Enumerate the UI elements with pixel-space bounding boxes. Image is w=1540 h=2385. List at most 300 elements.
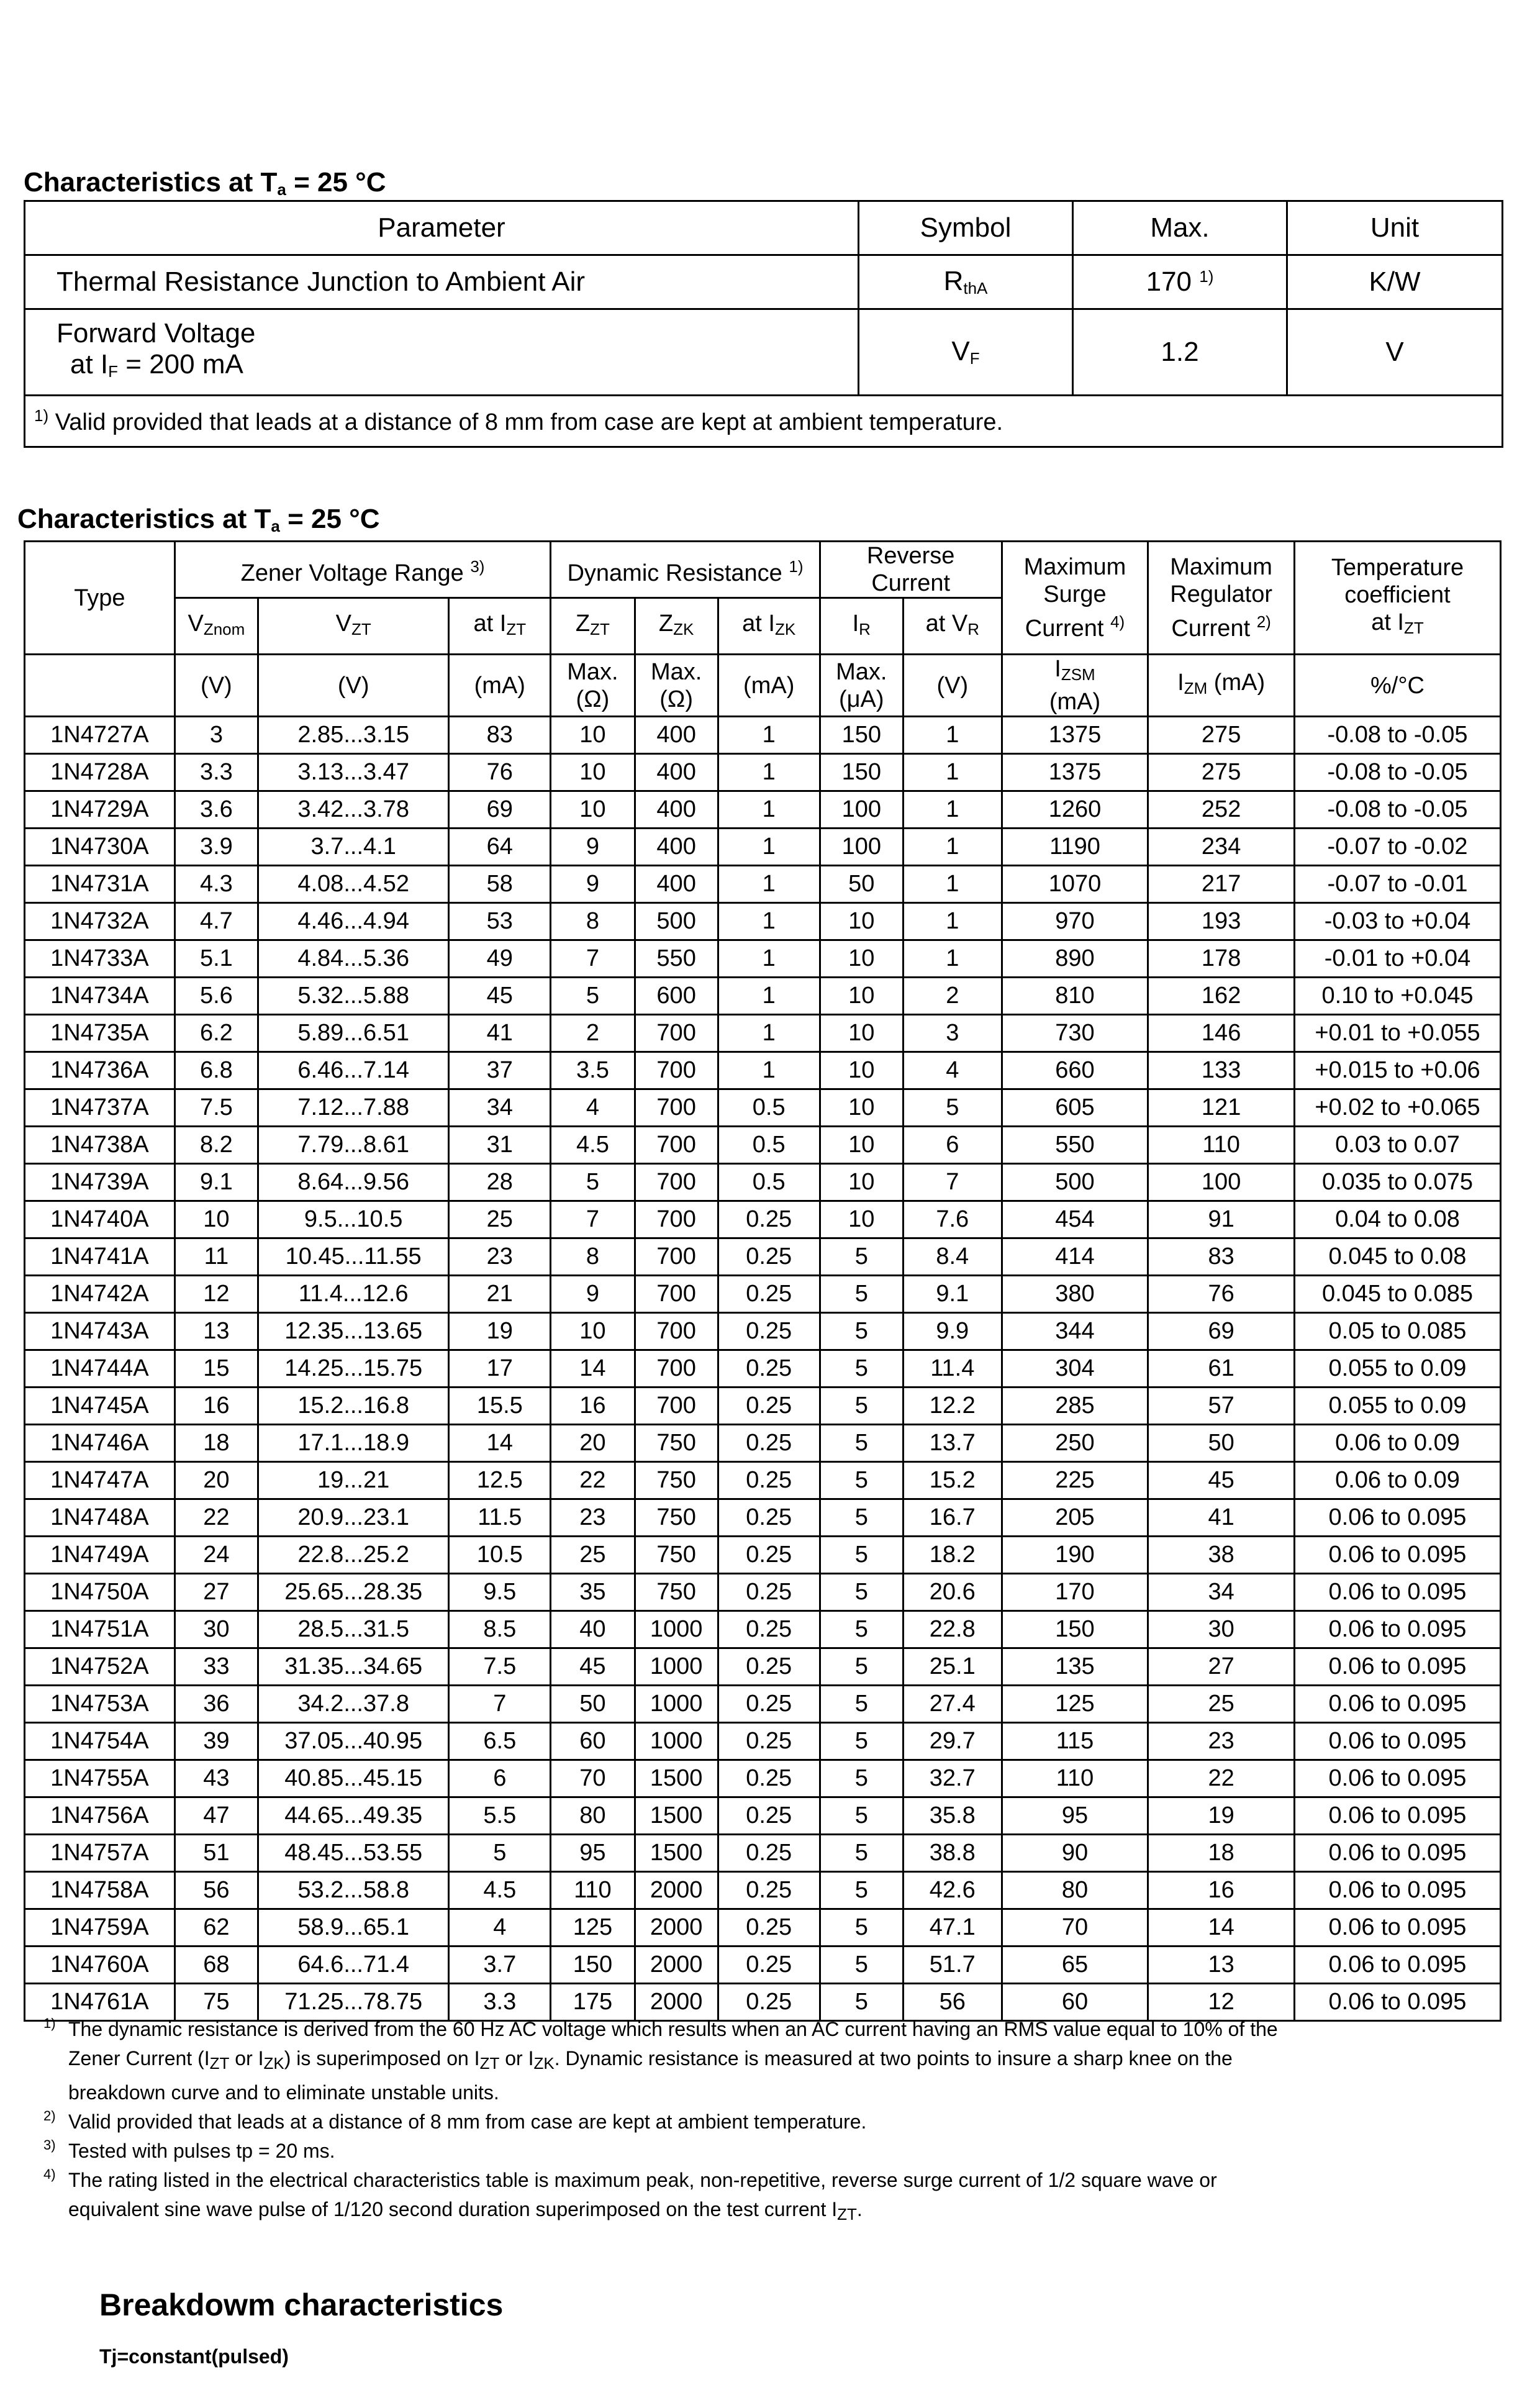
cell-type: 1N4729A <box>25 791 175 829</box>
cell-vznom: 8.2 <box>174 1127 258 1164</box>
cell-izm: 14 <box>1148 1909 1295 1947</box>
cell-izk: 0.25 <box>718 1574 820 1611</box>
cell-zzt: 3.5 <box>551 1052 635 1089</box>
cell-izm: 18 <box>1148 1835 1295 1872</box>
cell-izsm: 730 <box>1002 1015 1148 1052</box>
cell-izt: 41 <box>449 1015 551 1052</box>
cell-temp-coeff: 0.05 to 0.085 <box>1294 1313 1500 1350</box>
cell-type: 1N4736A <box>25 1052 175 1089</box>
cell-vzt-range: 28.5...31.5 <box>258 1611 448 1648</box>
cell-izsm: 810 <box>1002 978 1148 1015</box>
cell-izk: 0.25 <box>718 1313 820 1350</box>
cell-ir: 100 <box>820 829 903 866</box>
cell-ir: 10 <box>820 978 903 1015</box>
header-parameter: Parameter <box>25 201 859 255</box>
cell-vznom: 3 <box>174 717 258 754</box>
cell-zzt: 10 <box>551 791 635 829</box>
cell-ir: 5 <box>820 1462 903 1499</box>
cell-ir: 5 <box>820 1537 903 1574</box>
cell-vznom: 33 <box>174 1648 258 1686</box>
cell-izsm: 65 <box>1002 1947 1148 1984</box>
cell-temp-coeff: 0.06 to 0.095 <box>1294 1611 1500 1648</box>
cell-izt: 83 <box>449 717 551 754</box>
cell-izm: 23 <box>1148 1723 1295 1760</box>
cell-vzt-range: 4.08...4.52 <box>258 866 448 903</box>
table-row <box>25 1201 1501 1238</box>
cell-izk: 0.25 <box>718 1276 820 1313</box>
cell-vzt-range: 3.13...3.47 <box>258 754 448 791</box>
cell-type: 1N4753A <box>25 1686 175 1723</box>
cell-izk: 0.25 <box>718 1648 820 1686</box>
cell-temp-coeff: 0.055 to 0.09 <box>1294 1388 1500 1425</box>
cell-izsm: 285 <box>1002 1388 1148 1425</box>
cell-izt: 3.7 <box>449 1947 551 1984</box>
header-at-izk: at $I_{ZK}$ <box>718 598 820 655</box>
cell-izsm: 1070 <box>1002 866 1148 903</box>
cell-zzk: 750 <box>635 1425 718 1462</box>
cell-temp-coeff: 0.06 to 0.095 <box>1294 1648 1500 1686</box>
cell-zzk: 2000 <box>635 1909 718 1947</box>
cell-vr: 16.7 <box>903 1499 1002 1537</box>
cell-zzt: 10 <box>551 1313 635 1350</box>
cell-temp-coeff: 0.06 to 0.095 <box>1294 1835 1500 1872</box>
cell-type: 1N4754A <box>25 1723 175 1760</box>
cell-izk: 0.25 <box>718 1201 820 1238</box>
cell-vznom: 3.6 <box>174 791 258 829</box>
cell-vzt-range: 10.45...11.55 <box>258 1238 448 1276</box>
cell-izt: 53 <box>449 903 551 940</box>
cell-zzt: 16 <box>551 1388 635 1425</box>
cell-zzk: 1500 <box>635 1760 718 1797</box>
table-row <box>25 1611 1501 1648</box>
table-row <box>25 754 1501 791</box>
header-zzk: $Z_{ZK}$ <box>635 598 718 655</box>
cell-vzt-range: 37.05...40.95 <box>258 1723 448 1760</box>
cell-izk: 0.25 <box>718 1537 820 1574</box>
unit-ir: Max. (μA) <box>820 655 903 717</box>
cell-izsm: 550 <box>1002 1127 1148 1164</box>
cell-izm: 234 <box>1148 829 1295 866</box>
cell-izm: 133 <box>1148 1052 1295 1089</box>
cell-vzt-range: 5.32...5.88 <box>258 978 448 1015</box>
cell-izsm: 380 <box>1002 1276 1148 1313</box>
cell-ir: 5 <box>820 1909 903 1947</box>
cell-zzt: 8 <box>551 903 635 940</box>
cell-type: 1N4744A <box>25 1350 175 1388</box>
cell-izsm: 454 <box>1002 1201 1148 1238</box>
cell-zzk: 1000 <box>635 1611 718 1648</box>
cell-izsm: 90 <box>1002 1835 1148 1872</box>
cell-izk: 1 <box>718 754 820 791</box>
header-vzt: $V_{ZT}$ <box>258 598 448 655</box>
cell-zzk: 600 <box>635 978 718 1015</box>
cell-izt: 5 <box>449 1835 551 1872</box>
cell-izsm: 304 <box>1002 1350 1148 1388</box>
cell-type: 1N4755A <box>25 1760 175 1797</box>
cell-type: 1N4757A <box>25 1835 175 1872</box>
cell-vr: 15.2 <box>903 1462 1002 1499</box>
cell-izm: 38 <box>1148 1537 1295 1574</box>
cell-vzt-range: 22.8...25.2 <box>258 1537 448 1574</box>
cell-zzk: 2000 <box>635 1984 718 2021</box>
zener-characteristics-table <box>24 540 1502 2022</box>
cell-izk: 0.25 <box>718 1872 820 1909</box>
cell-izsm: 500 <box>1002 1164 1148 1201</box>
cell-izm: 121 <box>1148 1089 1295 1127</box>
cell-ir: 50 <box>820 866 903 903</box>
cell-izk: 0.25 <box>718 1425 820 1462</box>
cell-izsm: 170 <box>1002 1574 1148 1611</box>
cell-vznom: 75 <box>174 1984 258 2021</box>
cell-type: 1N4756A <box>25 1797 175 1835</box>
cell-vznom: 27 <box>174 1574 258 1611</box>
cell-vznom: 9.1 <box>174 1164 258 1201</box>
cell-zzt: 7 <box>551 1201 635 1238</box>
header-dynamic-resistance: Dynamic Resistance $^{1)}$ <box>551 542 820 598</box>
cell-zzt: 150 <box>551 1947 635 1984</box>
cell-izsm: 1260 <box>1002 791 1148 829</box>
cell-vr: 27.4 <box>903 1686 1002 1723</box>
table-row <box>25 1238 1501 1276</box>
cell-vzt-range: 15.2...16.8 <box>258 1388 448 1425</box>
header-symbol: Symbol <box>859 201 1073 255</box>
cell-zzt: 45 <box>551 1648 635 1686</box>
cell-type: 1N4730A <box>25 829 175 866</box>
cell-vznom: 47 <box>174 1797 258 1835</box>
cell-zzt: 14 <box>551 1350 635 1388</box>
cell-temp-coeff: 0.06 to 0.095 <box>1294 1984 1500 2021</box>
header-unit: Unit <box>1287 201 1503 255</box>
cell-izt: 6.5 <box>449 1723 551 1760</box>
cell-vr: 3 <box>903 1015 1002 1052</box>
cell-type: 1N4737A <box>25 1089 175 1127</box>
cell-zzk: 400 <box>635 866 718 903</box>
cell-zzt: 23 <box>551 1499 635 1537</box>
cell-zzt: 9 <box>551 1276 635 1313</box>
cell-izt: 4.5 <box>449 1872 551 1909</box>
cell-izk: 1 <box>718 1015 820 1052</box>
cell-ir: 100 <box>820 791 903 829</box>
table-row <box>25 1276 1501 1313</box>
cell-izt: 69 <box>449 791 551 829</box>
cell-izsm: 344 <box>1002 1313 1148 1350</box>
cell-vznom: 43 <box>174 1760 258 1797</box>
cell-izsm: 605 <box>1002 1089 1148 1127</box>
unit-kw: K/W <box>1287 255 1503 309</box>
param-thermal-resistance: Thermal Resistance Junction to Ambient Air <box>25 255 859 309</box>
cell-vznom: 68 <box>174 1947 258 1984</box>
cell-vr: 51.7 <box>903 1947 1002 1984</box>
cell-type: 1N4735A <box>25 1015 175 1052</box>
cell-izsm: 1375 <box>1002 754 1148 791</box>
cell-vznom: 56 <box>174 1872 258 1909</box>
table-row <box>25 1350 1501 1388</box>
cell-ir: 10 <box>820 1089 903 1127</box>
header-ir: $I_R$ <box>820 598 903 655</box>
cell-izm: 61 <box>1148 1350 1295 1388</box>
cell-type: 1N4760A <box>25 1947 175 1984</box>
cell-temp-coeff: 0.06 to 0.095 <box>1294 1797 1500 1835</box>
cell-izt: 8.5 <box>449 1611 551 1648</box>
cell-temp-coeff: 0.055 to 0.09 <box>1294 1350 1500 1388</box>
footnote-1: 1) The dynamic resistance is derived from the 60 Hz AC voltage which results when an AC current having an RMS value equal to 10% of the Zener Current ($I_{ZT}$ or $I_{ZK}$) is superimposed on $I_{ZT}$ or $I_{ZK}$. Dynamic resistance is measured at two points to insure a sharp knee on the breakdown curve and to eliminate unstable units. <box>43 2015 1278 2104</box>
cell-vr: 12.2 <box>903 1388 1002 1425</box>
cell-zzk: 2000 <box>635 1947 718 1984</box>
cell-ir: 5 <box>820 1313 903 1350</box>
unit-zzt: Max. (Ω) <box>551 655 635 717</box>
cell-izm: 30 <box>1148 1611 1295 1648</box>
cell-zzk: 700 <box>635 1127 718 1164</box>
cell-izt: 5.5 <box>449 1797 551 1835</box>
cell-vzt-range: 5.89...6.51 <box>258 1015 448 1052</box>
cell-izt: 34 <box>449 1089 551 1127</box>
cell-temp-coeff: -0.08 to -0.05 <box>1294 717 1500 754</box>
table-row <box>25 940 1501 978</box>
cell-zzk: 400 <box>635 791 718 829</box>
cell-zzt: 125 <box>551 1909 635 1947</box>
cell-temp-coeff: 0.03 to 0.07 <box>1294 1127 1500 1164</box>
cell-izk: 0.25 <box>718 1611 820 1648</box>
table-row <box>25 1052 1501 1089</box>
cell-vzt-range: 3.7...4.1 <box>258 829 448 866</box>
table-row <box>25 1015 1501 1052</box>
cell-type: 1N4733A <box>25 940 175 978</box>
header-type: Type <box>25 542 175 655</box>
cell-vznom: 39 <box>174 1723 258 1760</box>
table-row <box>25 717 1501 754</box>
cell-temp-coeff: -0.07 to -0.01 <box>1294 866 1500 903</box>
unit-vzt: (V) <box>258 655 448 717</box>
cell-zzk: 750 <box>635 1574 718 1611</box>
header-vznom: $V_{Znom}$ <box>174 598 258 655</box>
cell-vzt-range: 17.1...18.9 <box>258 1425 448 1462</box>
cell-izsm: 110 <box>1002 1760 1148 1797</box>
cell-vznom: 16 <box>174 1388 258 1425</box>
cell-zzt: 70 <box>551 1760 635 1797</box>
cell-izsm: 95 <box>1002 1797 1148 1835</box>
cell-vzt-range: 6.46...7.14 <box>258 1052 448 1089</box>
cell-vr: 29.7 <box>903 1723 1002 1760</box>
cell-vr: 4 <box>903 1052 1002 1089</box>
cell-vr: 1 <box>903 754 1002 791</box>
cell-vznom: 4.3 <box>174 866 258 903</box>
cell-ir: 10 <box>820 1164 903 1201</box>
cell-izsm: 225 <box>1002 1462 1148 1499</box>
cell-izsm: 115 <box>1002 1723 1148 1760</box>
table-row <box>25 1760 1501 1797</box>
cell-temp-coeff: 0.04 to 0.08 <box>1294 1201 1500 1238</box>
cell-izk: 1 <box>718 903 820 940</box>
cell-temp-coeff: -0.01 to +0.04 <box>1294 940 1500 978</box>
cell-izm: 34 <box>1148 1574 1295 1611</box>
cell-izt: 19 <box>449 1313 551 1350</box>
cell-vr: 56 <box>903 1984 1002 2021</box>
symbol-vf: $V_F$ <box>859 309 1073 396</box>
footnote-3: 3) Tested with pulses tp = 20 ms. <box>43 2137 335 2162</box>
cell-temp-coeff: 0.045 to 0.085 <box>1294 1276 1500 1313</box>
cell-izt: 6 <box>449 1760 551 1797</box>
cell-vznom: 11 <box>174 1238 258 1276</box>
cell-izm: 252 <box>1148 791 1295 829</box>
cell-izm: 45 <box>1148 1462 1295 1499</box>
cell-type: 1N4742A <box>25 1276 175 1313</box>
footnote-2: 2) Valid provided that leads at a distance of 8 mm from case are kept at ambient temperature. <box>43 2108 867 2133</box>
cell-temp-coeff: 0.06 to 0.095 <box>1294 1947 1500 1984</box>
cell-izsm: 250 <box>1002 1425 1148 1462</box>
cell-zzk: 700 <box>635 1313 718 1350</box>
cell-vr: 25.1 <box>903 1648 1002 1686</box>
table-row <box>25 1462 1501 1499</box>
table-row <box>25 1947 1501 1984</box>
cell-izsm: 205 <box>1002 1499 1148 1537</box>
cell-izsm: 660 <box>1002 1052 1148 1089</box>
zener-table-body <box>25 717 1501 2021</box>
cell-ir: 5 <box>820 1797 903 1835</box>
cell-ir: 5 <box>820 1760 903 1797</box>
cell-vznom: 5.6 <box>174 978 258 1015</box>
table-row <box>25 1425 1501 1462</box>
cell-izm: 50 <box>1148 1425 1295 1462</box>
table-row <box>25 1313 1501 1350</box>
table-row <box>25 1164 1501 1201</box>
cell-zzk: 1000 <box>635 1648 718 1686</box>
header-zzt: $Z_{ZT}$ <box>551 598 635 655</box>
unit-vr: (V) <box>903 655 1002 717</box>
zener-section-title: Characteristics at $T_a = 25$ °C <box>17 504 380 535</box>
cell-izk: 0.25 <box>718 1462 820 1499</box>
cell-izm: 25 <box>1148 1686 1295 1723</box>
cell-izt: 45 <box>449 978 551 1015</box>
cell-zzt: 2 <box>551 1015 635 1052</box>
cell-zzk: 700 <box>635 1164 718 1201</box>
cell-ir: 5 <box>820 1611 903 1648</box>
cell-zzt: 10 <box>551 754 635 791</box>
cell-izsm: 1375 <box>1002 717 1148 754</box>
cell-izm: 275 <box>1148 754 1295 791</box>
cell-izk: 0.25 <box>718 1686 820 1723</box>
cell-izk: 0.25 <box>718 1388 820 1425</box>
cell-izt: 9.5 <box>449 1574 551 1611</box>
cell-vr: 1 <box>903 829 1002 866</box>
cell-ir: 150 <box>820 717 903 754</box>
cell-izsm: 414 <box>1002 1238 1148 1276</box>
cell-temp-coeff: 0.06 to 0.095 <box>1294 1909 1500 1947</box>
cell-vzt-range: 53.2...58.8 <box>258 1872 448 1909</box>
cell-vr: 7.6 <box>903 1201 1002 1238</box>
cell-vr: 20.6 <box>903 1574 1002 1611</box>
cell-izm: 22 <box>1148 1760 1295 1797</box>
cell-vzt-range: 8.64...9.56 <box>258 1164 448 1201</box>
cell-ir: 10 <box>820 1201 903 1238</box>
cell-vzt-range: 71.25...78.75 <box>258 1984 448 2021</box>
cell-type: 1N4743A <box>25 1313 175 1350</box>
cell-vr: 42.6 <box>903 1872 1002 1909</box>
cell-zzk: 400 <box>635 717 718 754</box>
cell-vr: 18.2 <box>903 1537 1002 1574</box>
header-max-regulator-current: Maximum Regulator Current $^{2)}$ <box>1148 542 1295 655</box>
cell-type: 1N4727A <box>25 717 175 754</box>
cell-vzt-range: 20.9...23.1 <box>258 1499 448 1537</box>
thermal-footnote: $^{1)}$ Valid provided that leads at a distance of 8 mm from case are kept at ambient temperature. <box>25 396 1503 447</box>
cell-type: 1N4758A <box>25 1872 175 1909</box>
cell-ir: 10 <box>820 1127 903 1164</box>
table-note-row <box>25 396 1503 447</box>
cell-vr: 35.8 <box>903 1797 1002 1835</box>
cell-zzk: 700 <box>635 1015 718 1052</box>
cell-izsm: 60 <box>1002 1984 1148 2021</box>
cell-izt: 64 <box>449 829 551 866</box>
cell-izk: 0.5 <box>718 1127 820 1164</box>
cell-temp-coeff: 0.06 to 0.095 <box>1294 1872 1500 1909</box>
cell-izm: 12 <box>1148 1984 1295 2021</box>
thermal-section-title: Characteristics at $T_a = 25$ °C <box>24 167 386 199</box>
cell-izm: 178 <box>1148 940 1295 978</box>
cell-temp-coeff: 0.06 to 0.095 <box>1294 1537 1500 1574</box>
cell-izk: 0.25 <box>718 1723 820 1760</box>
cell-zzt: 9 <box>551 829 635 866</box>
cell-zzt: 5 <box>551 1164 635 1201</box>
cell-temp-coeff: 0.06 to 0.09 <box>1294 1462 1500 1499</box>
cell-zzk: 1000 <box>635 1686 718 1723</box>
cell-temp-coeff: -0.08 to -0.05 <box>1294 791 1500 829</box>
header-at-izt: at $I_{ZT}$ <box>449 598 551 655</box>
cell-vr: 9.9 <box>903 1313 1002 1350</box>
cell-type: 1N4740A <box>25 1201 175 1238</box>
cell-vznom: 12 <box>174 1276 258 1313</box>
cell-temp-coeff: 0.06 to 0.095 <box>1294 1499 1500 1537</box>
cell-izk: 0.25 <box>718 1238 820 1276</box>
cell-vr: 1 <box>903 866 1002 903</box>
cell-vr: 6 <box>903 1127 1002 1164</box>
cell-vzt-range: 4.84...5.36 <box>258 940 448 978</box>
table-row <box>25 903 1501 940</box>
thermal-characteristics-table <box>24 200 1503 448</box>
cell-vzt-range: 14.25...15.75 <box>258 1350 448 1388</box>
cell-type: 1N4748A <box>25 1499 175 1537</box>
cell-type: 1N4750A <box>25 1574 175 1611</box>
cell-vzt-range: 7.12...7.88 <box>258 1089 448 1127</box>
cell-zzt: 4.5 <box>551 1127 635 1164</box>
cell-zzk: 750 <box>635 1499 718 1537</box>
cell-zzt: 50 <box>551 1686 635 1723</box>
cell-zzk: 1000 <box>635 1723 718 1760</box>
cell-temp-coeff: +0.015 to +0.06 <box>1294 1052 1500 1089</box>
table-row <box>25 829 1501 866</box>
cell-zzt: 20 <box>551 1425 635 1462</box>
cell-vr: 47.1 <box>903 1909 1002 1947</box>
cell-zzt: 4 <box>551 1089 635 1127</box>
cell-zzk: 1500 <box>635 1797 718 1835</box>
cell-vzt-range: 58.9...65.1 <box>258 1909 448 1947</box>
cell-vznom: 3.9 <box>174 829 258 866</box>
table-row <box>25 255 1503 309</box>
cell-izm: 69 <box>1148 1313 1295 1350</box>
cell-zzk: 700 <box>635 1089 718 1127</box>
table-row <box>25 1872 1501 1909</box>
cell-izm: 57 <box>1148 1388 1295 1425</box>
header-units-row <box>25 655 1501 717</box>
table-row <box>25 1909 1501 1947</box>
footnotes <box>43 2015 1490 2229</box>
table-row <box>25 866 1501 903</box>
cell-izt: 37 <box>449 1052 551 1089</box>
cell-izt: 7 <box>449 1686 551 1723</box>
cell-izk: 1 <box>718 1052 820 1089</box>
cell-ir: 10 <box>820 1052 903 1089</box>
cell-temp-coeff: +0.02 to +0.065 <box>1294 1089 1500 1127</box>
table-row <box>25 1648 1501 1686</box>
cell-temp-coeff: 0.06 to 0.095 <box>1294 1723 1500 1760</box>
